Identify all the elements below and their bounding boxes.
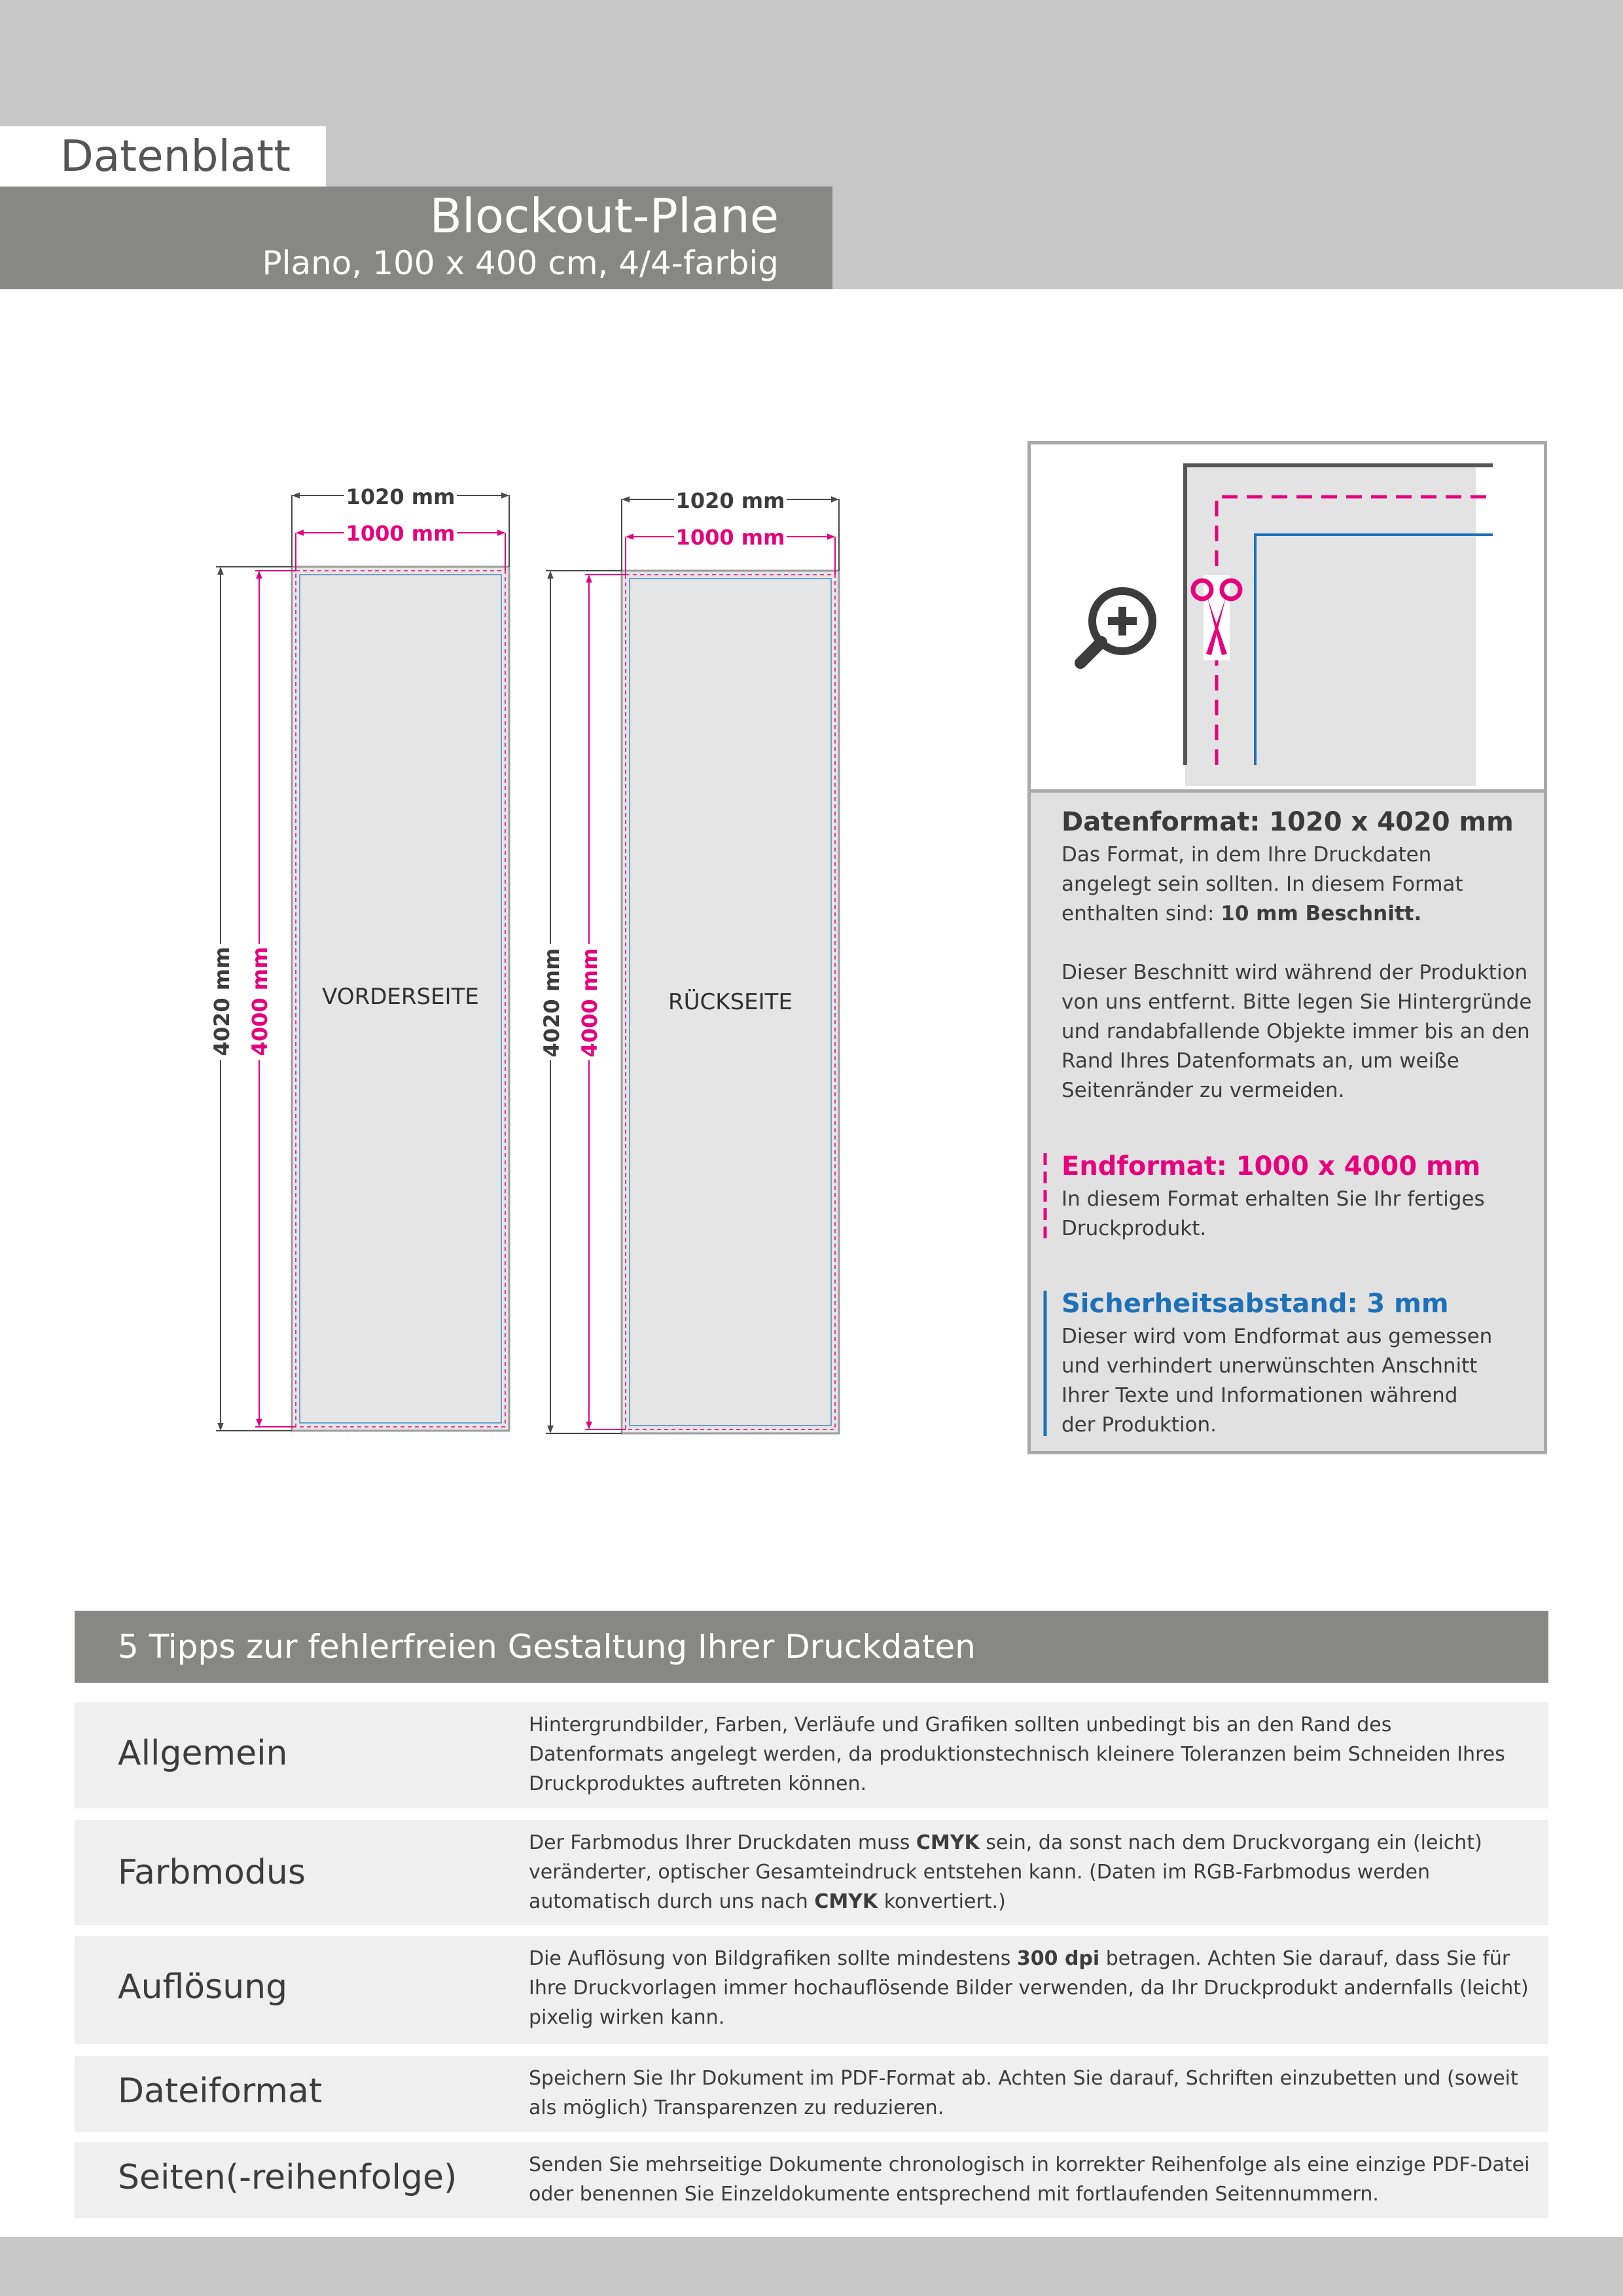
tip-text-bold: CMYK [814,1890,878,1913]
datenformat-title: Datenformat: 1020 x 4020 mm [1061,807,1514,837]
sicherheit-marker [1042,1291,1048,1436]
tip-text-part: Die Auflösung von Bildgrafiken sollte mindestens [529,1947,1017,1970]
tip-row-aufloesung [75,1936,1548,2044]
document-label: Datenblatt [60,131,291,181]
front-panel [209,484,509,1431]
back-width-data: 1020 mm [675,488,785,513]
sicherheit-text: Dieser wird vom Endformat aus gemessen und verhindert unerwünschten Anschnitt Ihrer Texte und Informationen während der Produktion. [1061,1325,1493,1437]
sicherheit-title: Sicherheitsabstand: 3 mm [1061,1289,1449,1319]
product-subtitle: Plano, 100 x 400 cm, 4/4-farbig [262,244,779,282]
tip-text-bold: CMYK [916,1831,980,1854]
tips-title: 5 Tipps zur fehlerfreien Gestaltung Ihrer Druckdaten [118,1628,976,1666]
back-panel [539,488,839,1433]
front-side-label: VORDERSEITE [322,984,479,1010]
tip-text-part: sein, da sonst nach dem Druckvorgang ein (leicht) veränderter, optischer Gesamteindruck entstehen kann. (Daten im RGB-Farbmodus werden automatisch durch uns nach [529,1831,1482,1913]
datenformat-text-bold: 10 mm Beschnitt. [1221,902,1422,925]
product-title: Blockout-Plane [429,188,779,243]
tip-row-farbmodus [75,1820,1548,1925]
back-height-final: 4000 mm [577,948,602,1058]
tip-label: Seiten(-reihenfolge) [118,2158,457,2197]
endformat-text: In diesem Format erhalten Sie Ihr fertiges Druckprodukt. [1061,1187,1485,1240]
front-height-final: 4000 mm [247,946,272,1056]
tip-text [529,1710,1530,1799]
datenformat-text-1-body: Das Format, in dem Ihre Druckdaten angelegt sein sollten. In diesem Format enthalten sind: [1061,843,1463,925]
datenformat-text-1 [1061,840,1546,929]
endformat-title: Endformat: 1000 x 4000 mm [1061,1151,1481,1181]
tip-text [529,2150,1530,2209]
tip-text [529,2064,1530,2123]
front-height-data: 4020 mm [209,946,234,1056]
tip-text-part: Speichern Sie Ihr Dokument im PDF-Format ab. Achten Sie darauf, Schriften einzubetten und (soweit als möglich) Transparenzen zu reduzieren. [529,2067,1518,2119]
datenformat-text-2: Dieser Beschnitt wird während der Produktion von uns entfernt. Bitte legen Sie Hintergründe und randabfallende Objekte immer bis an den Rand Ihres Datenformats an, um weiße Seitenränder zu vermeiden. [1061,961,1532,1102]
tip-row-seiten [75,2142,1548,2218]
front-width-final: 1000 mm [346,521,455,546]
tip-text-part: Der Farbmodus Ihrer Druckdaten muss [529,1831,916,1854]
front-width-data: 1020 mm [346,484,455,509]
tip-text-part: Senden Sie mehrseitige Dokumente chronologisch in korrekter Reihenfolge als eine einzige PDF-Datei oder benennen Sie Einzeldokumente entsprechend mit fortlaufenden Seitennummern. [529,2153,1530,2206]
endformat-marker [1042,1153,1048,1238]
back-height-data: 4020 mm [539,948,564,1058]
tip-label: Dateiformat [118,2072,323,2111]
magnifier-plus-icon [1080,591,1152,663]
tip-label: Farbmodus [118,1853,306,1892]
tip-text-part: konvertiert.) [878,1890,1006,1913]
format-diagram [0,458,916,1453]
tip-text-bold: 300 dpi [1016,1947,1100,1970]
back-side-label: RÜCKSEITE [668,989,793,1015]
tip-label: Allgemein [118,1734,288,1773]
back-width-final: 1000 mm [675,525,785,550]
tip-text-part: betragen. Achten Sie darauf, dass Sie für Ihre Druckvorlagen immer hochauflösende Bilder verwenden, da Ihr Druckprodukt andernfalls (leicht) pixelig wirken kann. [529,1947,1529,2029]
tip-text [529,1828,1530,1916]
bleed-detail-illustration [1031,444,1544,790]
footer-band [0,2237,1623,2296]
tip-text [529,1944,1530,2032]
tip-row-allgemein [75,1702,1548,1808]
tip-label: Auflösung [118,1967,288,2007]
tip-row-dateiformat [75,2056,1548,2132]
tip-text-part: Hintergrundbilder, Farben, Verläufe und Grafiken sollten unbedingt bis an den Rand des Datenformats angelegt werden, da produktionstechnisch kleinere Toleranzen beim Schneiden Ihres Druckproduktes auftreten können. [529,1713,1505,1795]
